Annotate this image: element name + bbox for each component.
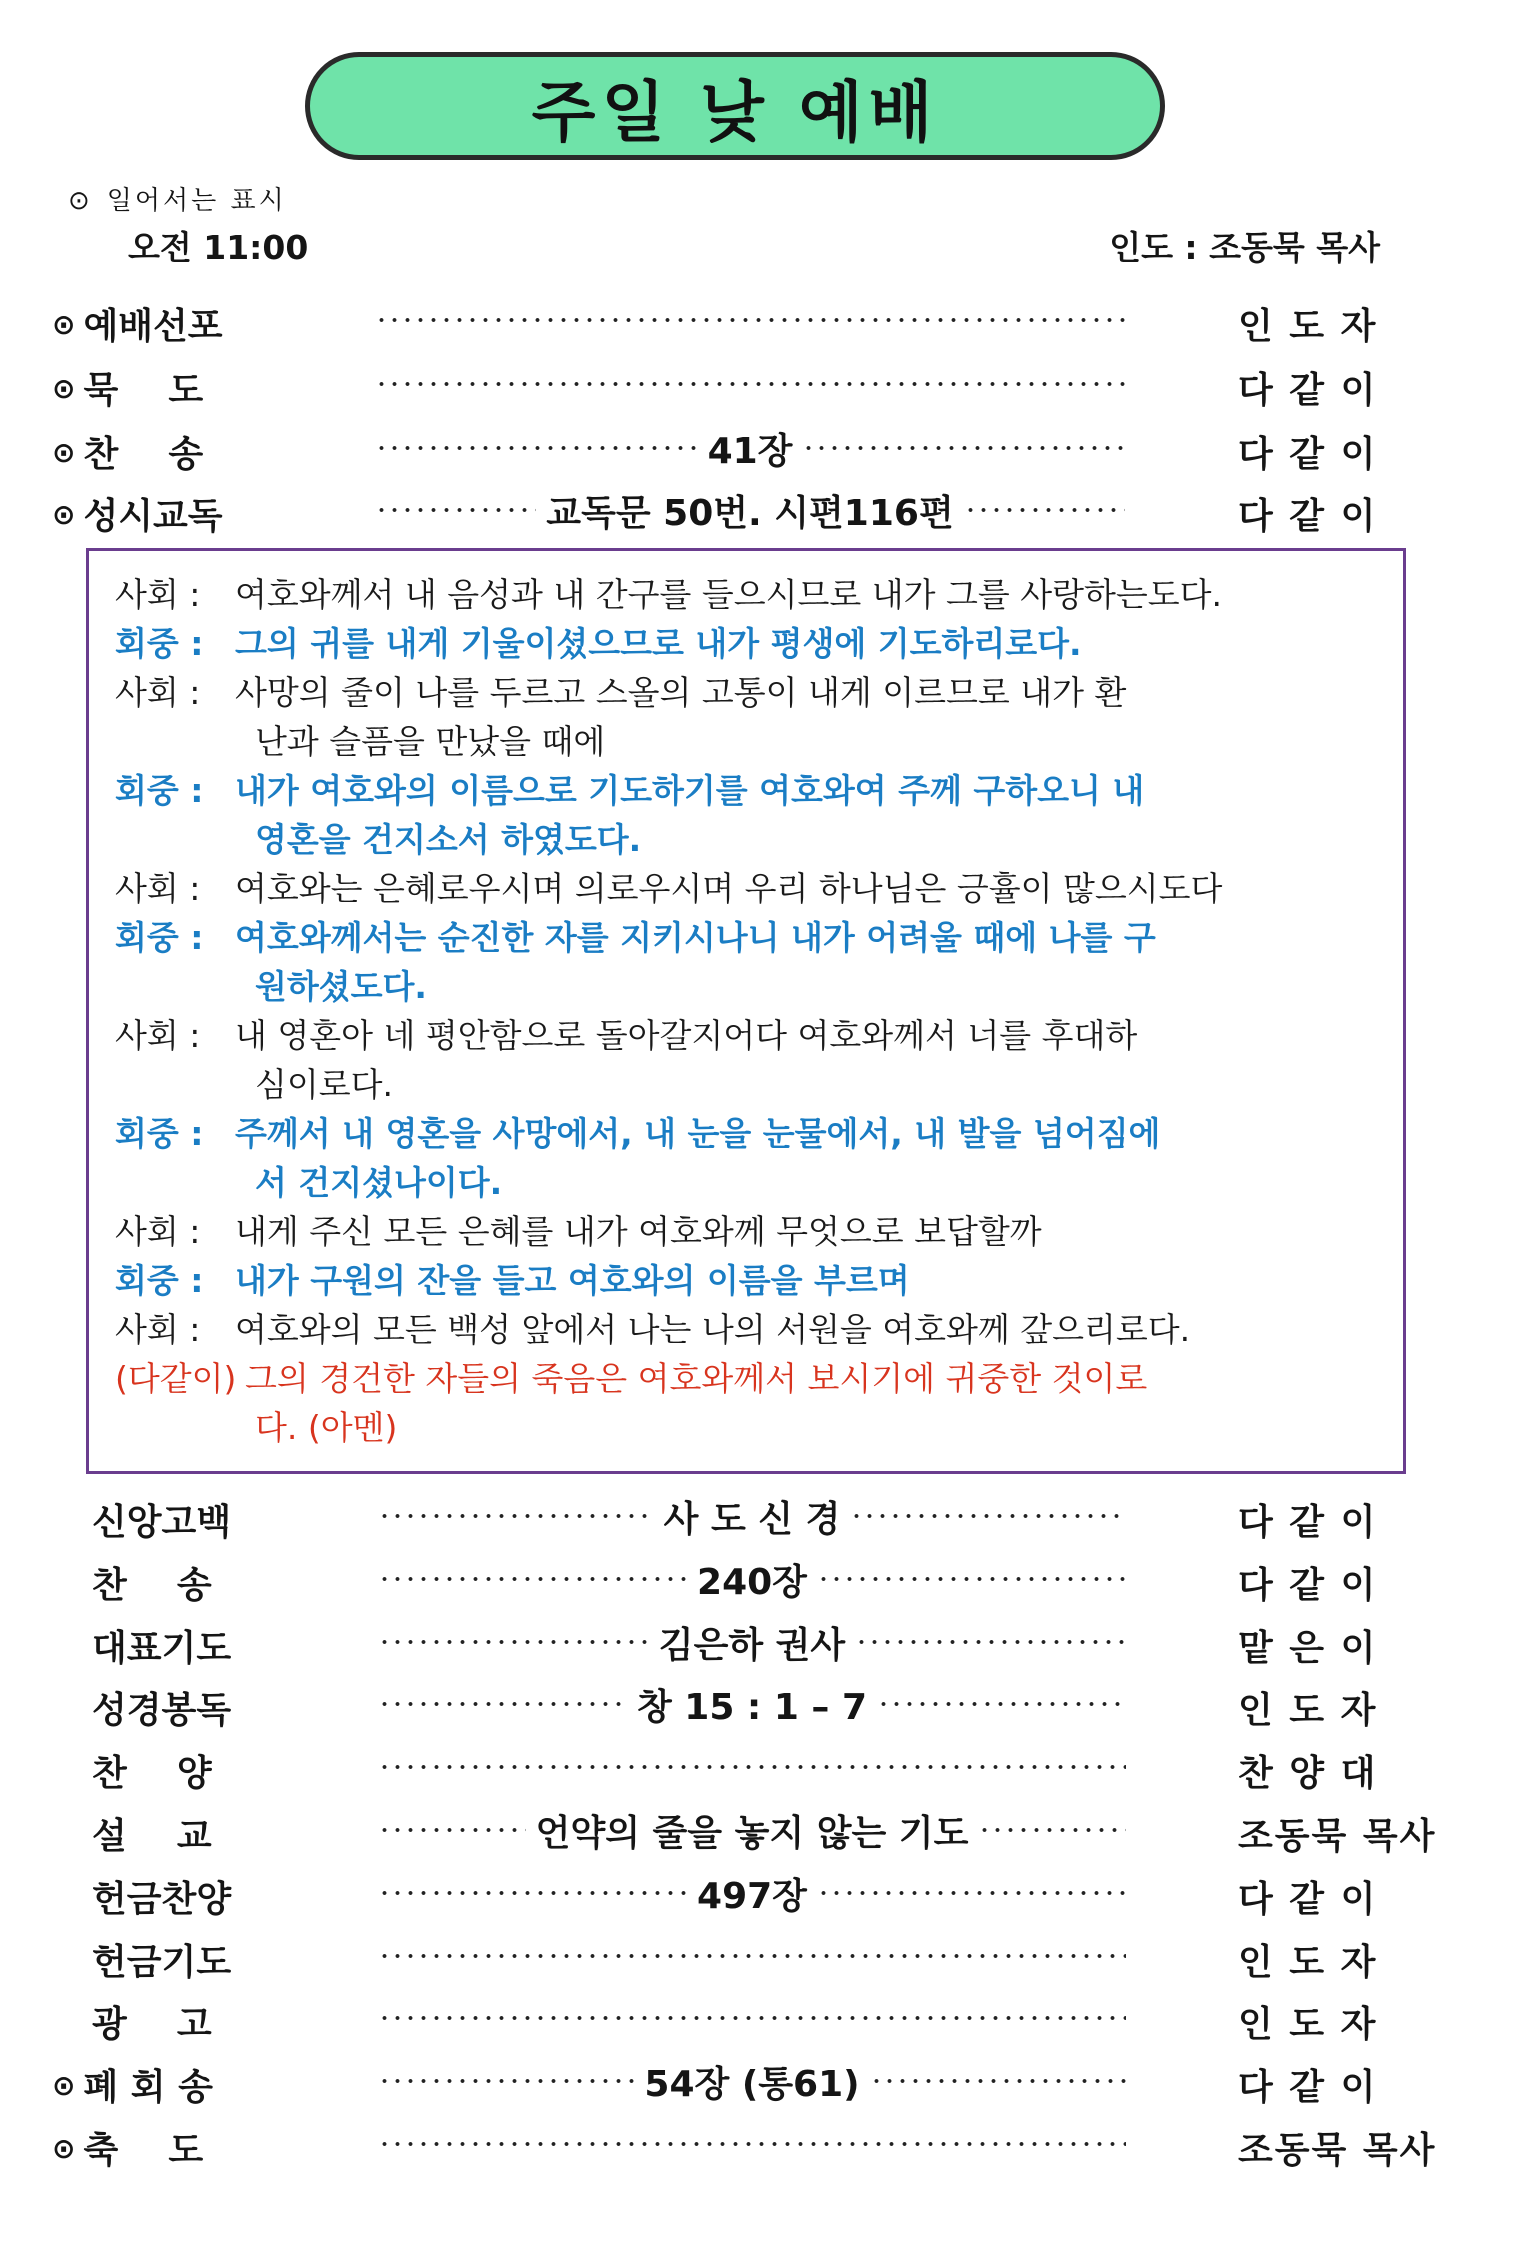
reading-text: 여호와께서는 순진한 자를 지키시나니 내가 어려울 때에 나를 구	[235, 918, 1156, 957]
order-participant: 조동묵 목사	[1238, 2130, 1437, 2171]
dot-leader	[978, 1828, 1126, 1832]
dot-leader	[802, 446, 1125, 450]
order-content: 교독문 50번. 시편116편	[546, 492, 954, 534]
order-leader-dots	[368, 1865, 1136, 1921]
reading-line-continued: 다. (아멘)	[255, 1408, 398, 1447]
dot-leader	[378, 2079, 634, 2083]
standing-mark-icon: ⊙	[52, 498, 76, 531]
order-participant: 다 같 이	[1238, 434, 1378, 475]
reading-text: 그의 귀를 내게 기울이셨으므로 내가 평생에 기도하리로다.	[235, 624, 1082, 663]
order-name: 폐 회 송	[83, 2067, 213, 2108]
order-name: 묵 도	[83, 370, 204, 411]
order-label	[92, 1557, 342, 1608]
order-participant: 다 같 이	[1238, 1565, 1378, 1606]
order-content: 41장	[707, 430, 793, 472]
reading-speaker: 사회 :	[115, 575, 201, 614]
dot-leader	[378, 1577, 687, 1581]
order-participant: 다 같 이	[1238, 2067, 1378, 2108]
dot-leader	[378, 1765, 1126, 1769]
lower-order-row-3	[0, 1676, 1530, 1732]
order-participant: 인 도 자	[1238, 1942, 1378, 1983]
reading-speaker: 사회 :	[115, 1212, 201, 1251]
upper-order-row-2	[0, 420, 1530, 476]
order-name: 성경봉독	[92, 1690, 232, 1731]
order-participant: 조동묵 목사	[1238, 1816, 1437, 1857]
lower-order-row-5	[0, 1802, 1530, 1858]
dot-leader	[964, 508, 1125, 512]
dot-leader	[855, 1640, 1126, 1644]
reading-text: 여호와는 은혜로우시며 의로우시며 우리 하나님은 긍휼이 많으시도다	[235, 869, 1223, 908]
standing-mark-icon: ⊙	[68, 186, 93, 216]
dot-leader	[378, 1891, 687, 1895]
reading-line	[115, 1208, 1042, 1256]
reading-speaker: 회중 :	[115, 771, 204, 810]
reading-text: 내가 여호와의 이름으로 기도하기를 여호와여 주께 구하오니 내	[235, 771, 1145, 810]
order-name: 축 도	[83, 2130, 204, 2171]
order-name: 헌금기도	[92, 1942, 232, 1983]
reading-speaker: (다같이)	[115, 1359, 237, 1398]
order-label	[92, 1494, 342, 1545]
order-leader-dots	[365, 356, 1135, 412]
standing-mark-icon: ⊙	[52, 2132, 76, 2165]
reading-speaker: 사회 :	[115, 1310, 201, 1349]
order-leader-dots	[368, 1488, 1136, 1544]
order-name: 찬 송	[83, 434, 204, 475]
order-content: 497장	[697, 1875, 807, 1917]
service-time: 오전 11:00	[128, 228, 309, 267]
dot-leader	[375, 446, 698, 450]
order-content: 사 도 신 경	[663, 1498, 841, 1540]
order-leader-dots	[368, 2053, 1136, 2109]
reading-speaker: 회중 :	[115, 1261, 204, 1300]
page-title: 주일 낮 예배	[531, 73, 939, 151]
order-leader-dots	[368, 1676, 1136, 1732]
order-content: 54장 (통61)	[644, 2063, 860, 2105]
order-label	[92, 1745, 342, 1796]
order-name: 헌금찬양	[92, 1879, 232, 1920]
order-label	[92, 1871, 342, 1922]
reading-speaker: 회중 :	[115, 1114, 204, 1153]
service-leader: 인도 : 조동묵 목사	[1109, 228, 1380, 267]
standing-mark-icon: ⊙	[52, 308, 76, 341]
lower-order-row-1	[0, 1551, 1530, 1607]
order-participant: 다 같 이	[1238, 496, 1378, 537]
upper-order-row-3	[0, 482, 1530, 538]
lower-order-row-10	[0, 2116, 1530, 2172]
lower-order-row-2	[0, 1614, 1530, 1670]
dot-leader	[378, 1828, 526, 1832]
order-participant: 다 같 이	[1238, 370, 1378, 411]
order-leader-dots	[368, 1739, 1136, 1795]
order-participant: 찬 양 대	[1238, 1753, 1378, 1794]
lower-order-row-8	[0, 1990, 1530, 2046]
reading-line-continued: 영혼을 건지소서 하였도다.	[255, 820, 642, 859]
order-participant: 인 도 자	[1238, 2004, 1378, 2045]
reading-line	[115, 1012, 1137, 1060]
order-leader-dots	[368, 1990, 1136, 2046]
dot-leader	[378, 1640, 649, 1644]
standing-mark-icon: ⊙	[52, 372, 76, 405]
order-content: 240장	[697, 1561, 807, 1603]
order-leader-dots	[368, 1928, 1136, 1984]
standing-mark-icon: ⊙	[52, 2069, 76, 2102]
dot-leader	[378, 1702, 627, 1706]
order-label	[52, 362, 302, 413]
order-name: 대표기도	[92, 1628, 232, 1669]
reading-line	[115, 1306, 1190, 1354]
order-leader-dots	[365, 420, 1135, 476]
dot-leader	[378, 2016, 1126, 2020]
reading-line	[115, 1110, 1160, 1158]
lower-order-row-0	[0, 1488, 1530, 1544]
order-name: 성시교독	[83, 496, 223, 537]
reading-line	[115, 571, 1222, 619]
dot-leader	[877, 1702, 1126, 1706]
order-name: 신앙고백	[92, 1502, 232, 1543]
upper-order-row-0	[0, 292, 1530, 348]
dot-leader	[375, 508, 536, 512]
dot-leader	[375, 318, 1125, 322]
reading-line	[115, 767, 1144, 815]
order-name: 광 고	[92, 2004, 212, 2045]
reading-speaker: 회중 :	[115, 624, 204, 663]
reading-speaker: 사회 :	[115, 1016, 201, 1055]
dot-leader	[375, 382, 1125, 386]
reading-speaker: 회중 :	[115, 918, 204, 957]
reading-text: 내게 주신 모든 은혜를 내가 여호와께 무엇으로 보답할까	[235, 1212, 1042, 1251]
order-label	[92, 1934, 342, 1985]
order-participant: 다 같 이	[1238, 1502, 1378, 1543]
lower-order-row-9	[0, 2053, 1530, 2109]
reading-line	[115, 865, 1222, 913]
order-leader-dots	[368, 1614, 1136, 1670]
dot-leader	[817, 1577, 1126, 1581]
order-label	[52, 298, 302, 349]
reading-text: 내가 구원의 잔을 들고 여호와의 이름을 부르며	[235, 1261, 910, 1300]
order-leader-dots	[368, 1802, 1136, 1858]
dot-leader	[850, 1514, 1126, 1518]
order-leader-dots	[368, 1551, 1136, 1607]
order-name: 찬 송	[92, 1565, 212, 1606]
reading-text: 내 영혼아 네 평안함으로 돌아갈지어다 여호와께서 너를 후대하	[235, 1016, 1138, 1055]
reading-line	[115, 620, 1082, 668]
order-participant: 인 도 자	[1238, 1690, 1378, 1731]
reading-line	[115, 1355, 1147, 1403]
order-participant: 인 도 자	[1238, 306, 1378, 347]
standing-mark-icon: ⊙	[52, 436, 76, 469]
order-label	[52, 426, 302, 477]
order-label	[52, 488, 302, 539]
reading-line	[115, 1257, 910, 1305]
standing-legend	[68, 180, 287, 217]
reading-text: 주께서 내 영혼을 사망에서, 내 눈을 눈물에서, 내 발을 넘어짐에	[235, 1114, 1161, 1153]
reading-text: 여호와의 모든 백성 앞에서 나는 나의 서원을 여호와께 갚으리로다.	[235, 1310, 1191, 1349]
reading-speaker: 사회 :	[115, 673, 201, 712]
reading-line	[115, 669, 1126, 717]
order-content: 창 15 : 1 – 7	[636, 1686, 868, 1728]
dot-leader	[817, 1891, 1126, 1895]
reading-text: 여호와께서 내 음성과 내 간구를 들으시므로 내가 그를 사랑하는도다.	[235, 575, 1222, 614]
order-leader-dots	[365, 482, 1135, 538]
reading-line-continued: 심이로다.	[255, 1065, 394, 1104]
dot-leader	[870, 2079, 1126, 2083]
dot-leader	[378, 1954, 1126, 1958]
dot-leader	[378, 2142, 1126, 2146]
responsive-reading-box	[86, 548, 1406, 1474]
reading-line-continued: 서 건지셨나이다.	[255, 1163, 503, 1202]
order-content: 언약의 줄을 놓지 않는 기도	[535, 1812, 969, 1854]
order-participant: 맡 은 이	[1238, 1628, 1378, 1669]
order-label	[92, 1996, 342, 2047]
order-label	[92, 1682, 342, 1733]
order-name: 찬 양	[92, 1753, 212, 1794]
order-name: 설 교	[92, 1816, 212, 1857]
lower-order-row-7	[0, 1928, 1530, 1984]
lower-order-row-4	[0, 1739, 1530, 1795]
order-leader-dots	[368, 2116, 1136, 2172]
reading-text: 그의 경건한 자들의 죽음은 여호와께서 보시기에 귀중한 것이로	[245, 1359, 1148, 1398]
order-label	[52, 2122, 302, 2173]
order-participant: 다 같 이	[1238, 1879, 1378, 1920]
reading-line-continued: 난과 슬픔을 만났을 때에	[255, 722, 606, 761]
order-label	[92, 1808, 342, 1859]
reading-text: 사망의 줄이 나를 두르고 스올의 고통이 내게 이르므로 내가 환	[235, 673, 1127, 712]
order-leader-dots	[365, 292, 1135, 348]
upper-order-row-1	[0, 356, 1530, 412]
title-banner	[305, 52, 1165, 160]
lower-order-row-6	[0, 1865, 1530, 1921]
dot-leader	[378, 1514, 654, 1518]
reading-speaker: 사회 :	[115, 869, 201, 908]
legend-text: 일어서는 표시	[106, 186, 287, 216]
reading-line	[115, 914, 1156, 962]
order-label	[52, 2059, 302, 2110]
order-label	[92, 1620, 342, 1671]
order-name: 예배선포	[83, 306, 223, 347]
order-content: 김은하 권사	[658, 1624, 846, 1666]
reading-line-continued: 원하셨도다.	[255, 967, 427, 1006]
